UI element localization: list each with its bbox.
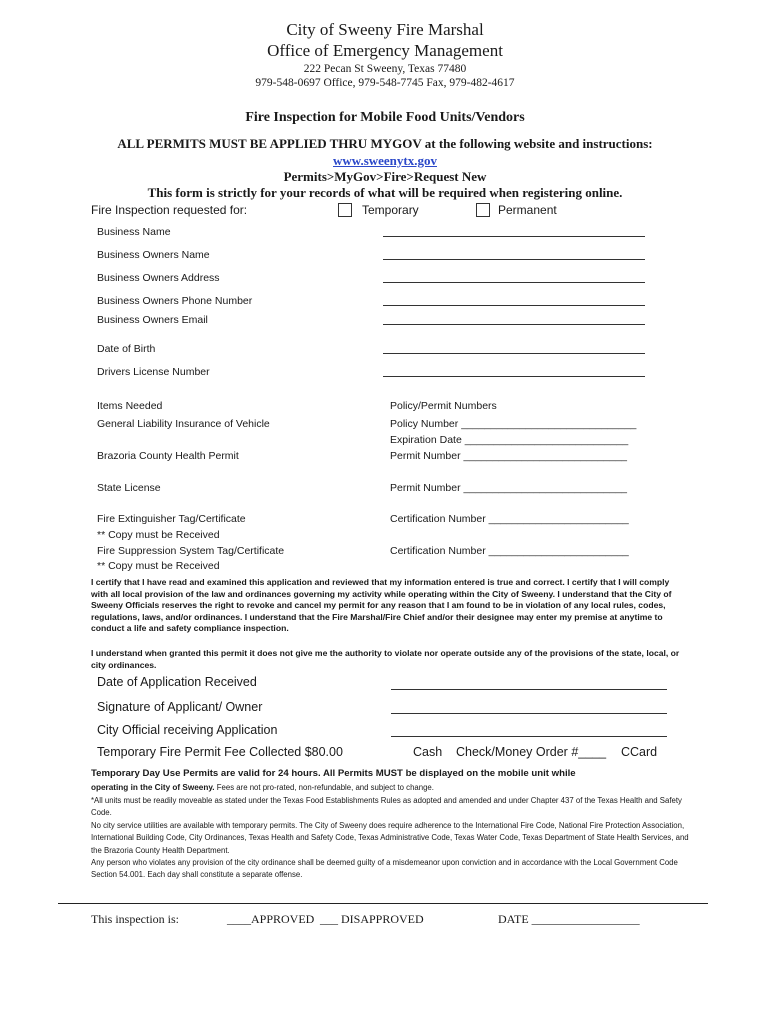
fees-note — [91, 782, 691, 794]
extinguisher-cert-field[interactable]: Certification Number ________________________ — [390, 513, 629, 525]
fees-note-text: Fees are not pro-rated, non-refundable, and subject to change. — [214, 783, 434, 792]
inspection-status-label: This inspection is: — [91, 912, 179, 926]
official-label: City Official receiving Application — [97, 723, 278, 737]
policy-number-field[interactable]: Policy Number ______________________________ — [390, 418, 637, 430]
website-link[interactable]: www.sweenytx.gov — [333, 153, 437, 168]
owner-address-field[interactable] — [383, 282, 645, 283]
owner-email-field[interactable] — [383, 324, 645, 325]
suppression-cert-field[interactable]: Certification Number ________________________ — [390, 545, 629, 557]
payment-card[interactable]: CCard — [621, 745, 658, 759]
disapproved-option[interactable]: ___ DISAPPROVED — [320, 912, 424, 926]
license-field[interactable] — [383, 376, 645, 377]
temporary-label: Temporary — [362, 203, 419, 217]
header-line-2: Office of Emergency Management — [267, 41, 503, 60]
inspection-date-field[interactable]: DATE __________________ — [498, 912, 640, 926]
extinguisher-copy-note: ** Copy must be Received — [97, 529, 220, 541]
permanent-checkbox[interactable] — [476, 203, 490, 217]
permanent-label: Permanent — [498, 203, 557, 217]
utilities-note: No city service utilities are available with temporary permits. The City of Sweeny does require adherence to the International Fire Code, National Fire Protection Association, International Building Code, City Ordinances, Texas Health and Safety Code, Texas Administrative Code, Texas Water Code, Texas Department of State Health Services, and the Brazoria County Health Department. — [91, 821, 689, 855]
authority-paragraph: I understand when granted this permit it does not give me the authority to violate nor operate outside any of the provisions of the state, local, or city ordinances. — [91, 648, 680, 670]
business-name-field[interactable] — [383, 236, 645, 237]
fee-label: Temporary Fire Permit Fee Collected $80.00 — [97, 745, 343, 759]
header-address: 222 Pecan St Sweeny, Texas 77480 — [303, 63, 467, 75]
owner-name-field[interactable] — [383, 259, 645, 260]
mygov-path: Permits>MyGov>Fire>Request New — [283, 169, 487, 184]
certification-paragraph: I certify that I have read and examined this application and reviewed that my information entered is true and correct. I certify that I will comply with all local provision of the law and ordinances governing my activity while operating within the City of Sweeny. I understand that the City of Sweeny Officials reserves the right to revoke and cancel my permit for any reason that I am found to be in violation of any local rules, codes, regulations, laws, and/or ordinances. I understand that the Fire Marshal/Fire Chief and/or their designee may enter my premise at anytime to conduct a life and safety compliance inspection. — [91, 577, 672, 633]
owner-phone-field[interactable] — [383, 305, 645, 306]
signature-field[interactable] — [391, 713, 667, 714]
suppression-copy-note: ** Copy must be Received — [97, 560, 220, 572]
item-suppression: Fire Suppression System Tag/Certificate — [97, 545, 285, 557]
owner-email-label: Business Owners Email — [97, 314, 208, 326]
inspection-type-label: Fire Inspection requested for: — [91, 203, 248, 217]
moveable-note: *All units must be readily moveable as stated under the Texas Food Establishments Rules as adopted and amended and under Chapter 437 of the Texas Health and Safety Code. — [91, 796, 682, 818]
dob-label: Date of Birth — [97, 343, 156, 355]
official-field[interactable] — [391, 736, 667, 737]
dob-field[interactable] — [383, 353, 645, 354]
signature-label: Signature of Applicant/ Owner — [97, 700, 263, 714]
health-permit-number-field[interactable]: Permit Number ____________________________ — [390, 450, 628, 462]
expiration-date-field[interactable]: Expiration Date ____________________________ — [390, 434, 629, 446]
items-header: Items Needed — [97, 400, 163, 412]
payment-cash[interactable]: Cash — [413, 745, 443, 759]
item-state-license: State License — [97, 482, 161, 494]
item-extinguisher: Fire Extinguisher Tag/Certificate — [97, 513, 246, 525]
owner-name-label: Business Owners Name — [97, 249, 210, 261]
temporary-checkbox[interactable] — [338, 203, 352, 217]
license-label: Drivers License Number — [97, 366, 210, 378]
permits-instruction: ALL PERMITS MUST BE APPLIED THRU MYGOV at the following website and instructions: — [117, 136, 653, 151]
owner-address-label: Business Owners Address — [97, 272, 220, 284]
approved-option[interactable]: ____APPROVED — [227, 912, 315, 926]
display-note: operating in the City of Sweeny. — [91, 783, 215, 792]
payment-check[interactable]: Check/Money Order #____ — [456, 745, 607, 759]
records-note: This form is strictly for your records of what will be required when registering online. — [147, 185, 623, 200]
policy-header: Policy/Permit Numbers — [390, 400, 497, 412]
owner-phone-label: Business Owners Phone Number — [97, 295, 253, 307]
violation-note: Any person who violates any provision of the city ordinance shall be deemed guilty of a misdemeanor upon conviction and in accordance with the Local Government Code Section 54.001. Each day shall constitute a separate offense. — [91, 858, 678, 880]
state-permit-number-field[interactable]: Permit Number ____________________________ — [390, 482, 628, 494]
date-received-label: Date of Application Received — [97, 675, 257, 689]
header-line-1: City of Sweeny Fire Marshal — [286, 20, 484, 39]
validity-note: Temporary Day Use Permits are valid for 24 hours. All Permits MUST be displayed on the mobile unit while — [91, 768, 576, 779]
footer-divider — [58, 903, 708, 904]
business-name-label: Business Name — [97, 226, 171, 238]
form-title: Fire Inspection for Mobile Food Units/Vendors — [245, 110, 525, 125]
date-received-field[interactable] — [391, 689, 667, 690]
item-health-permit: Brazoria County Health Permit — [97, 450, 239, 462]
item-liability: General Liability Insurance of Vehicle — [97, 418, 270, 430]
header-phones: 979-548-0697 Office, 979-548-7745 Fax, 979-482-4617 — [255, 77, 515, 89]
